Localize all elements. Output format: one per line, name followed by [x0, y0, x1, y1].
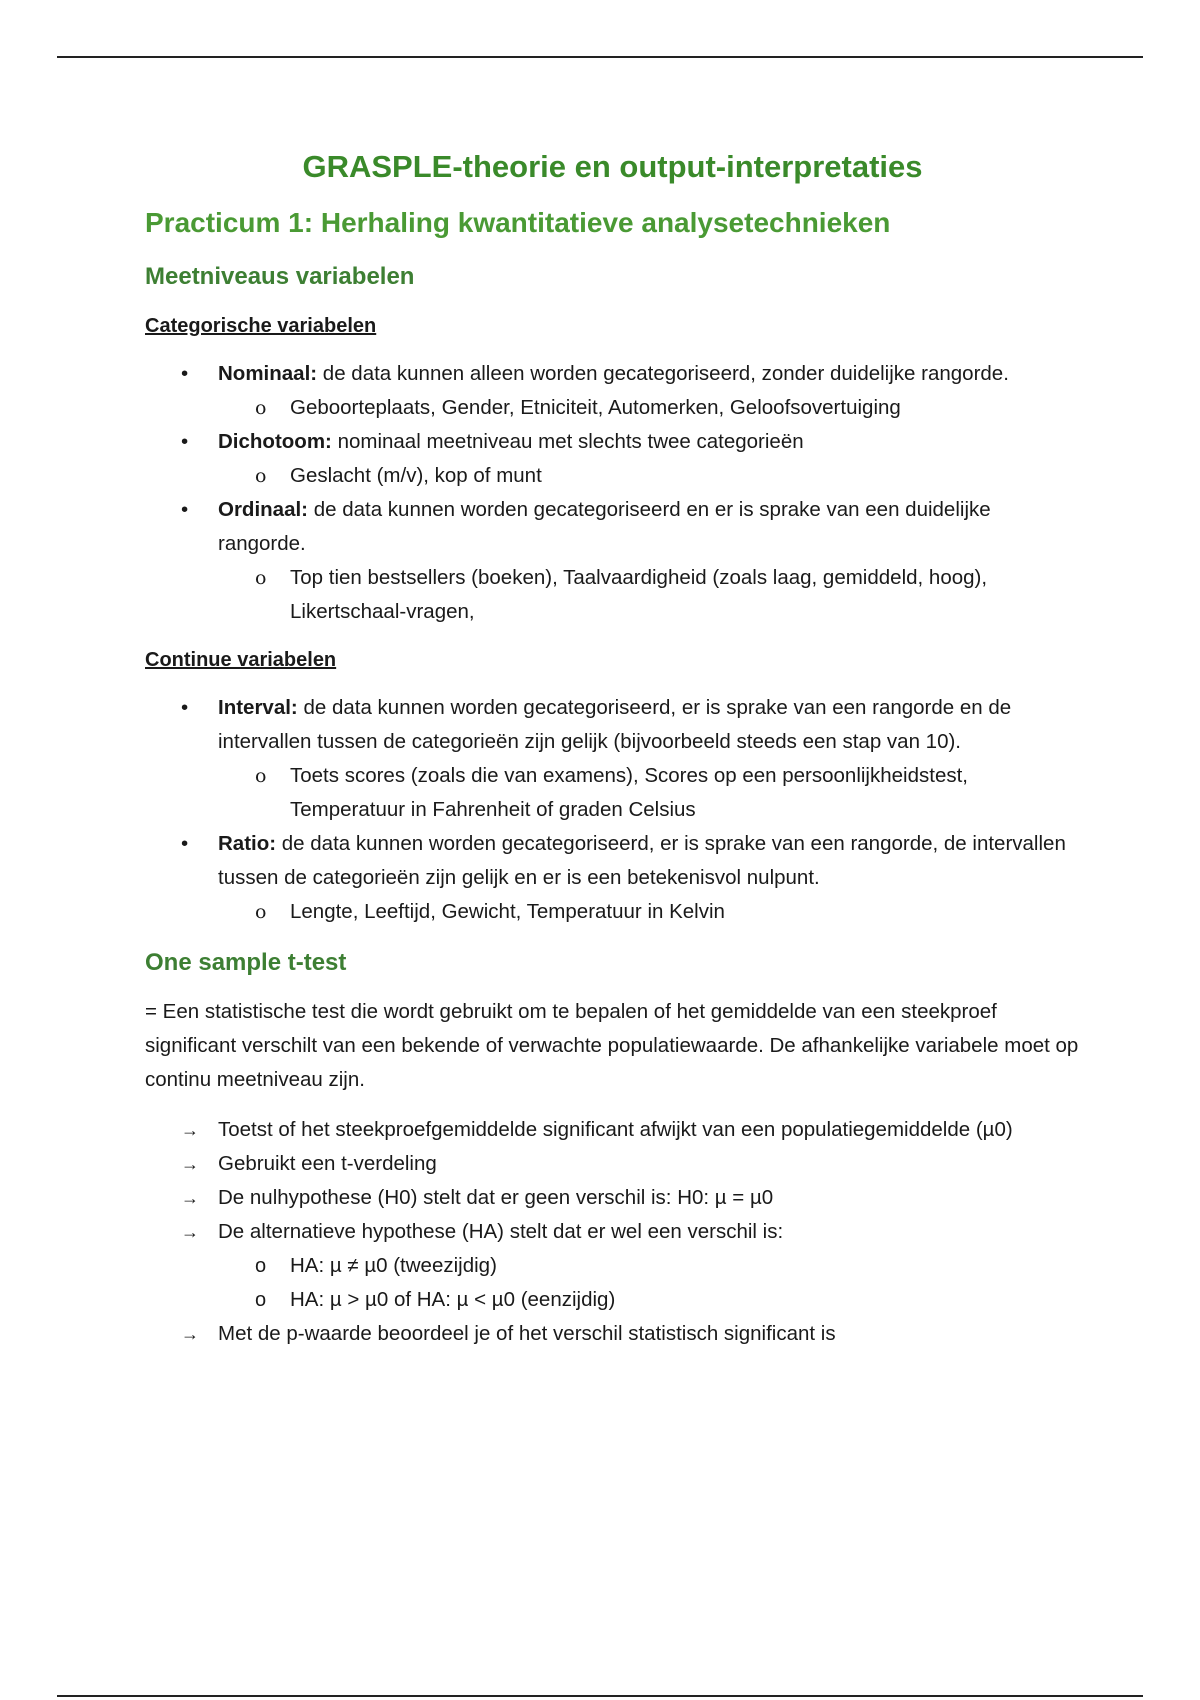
bullet-icon: •	[181, 362, 189, 385]
list-item-interval: • Interval: de data kunnen worden gecategoriseerd, er is sprake van een rangorde en de intervallen tussen de categorieën zijn gelijk (bijvoorbeeld steeds een stap van 10).	[145, 691, 1080, 759]
bullet-icon: •	[181, 498, 189, 521]
arrow-item: → De nulhypothese (H0) stelt dat er geen verschil is: H0: µ = µ0	[145, 1181, 1080, 1215]
section-heading-practicum-1: Practicum 1: Herhaling kwantitatieve analysetechnieken	[145, 207, 891, 238]
bullet-icon: •	[181, 430, 189, 453]
t-test-points	[145, 1113, 1080, 1351]
sub-item: o HA: µ ≠ µ0 (tweezijdig)	[145, 1249, 1080, 1283]
sub-item: o HA: µ > µ0 of HA: µ < µ0 (eenzijdig)	[145, 1283, 1080, 1317]
arrow-item: → Gebruikt een t-verdeling	[145, 1147, 1080, 1181]
list-item-ordinaal: • Ordinaal: de data kunnen worden gecategoriseerd en er is sprake van een duidelijke rangorde.	[145, 493, 1080, 561]
arrow-item: → Met de p-waarde beoordeel je of het verschil statistisch significant is	[145, 1317, 1080, 1351]
definition-paragraph: = Een statistische test die wordt gebruikt om te bepalen of het gemiddelde van een steekproef significant verschilt van een bekende of verwachte populatiewaarde. De afhankelijke variabele moet op continu meetniveau zijn.	[145, 1000, 1079, 1091]
sub-item: o Toets scores (zoals die van examens), Scores op een persoonlijkheidstest, Temperatuur in Fahrenheit of graden Celsius	[145, 759, 1080, 827]
list-item-ratio: • Ratio: de data kunnen worden gecategoriseerd, er is sprake van een rangorde, de intervallen tussen de categorieën zijn gelijk en er is een betekenisvol nulpunt.	[145, 827, 1080, 895]
section-heading-one-sample-t-test: One sample t-test	[145, 949, 347, 976]
document-title: GRASPLE-theorie en output-interpretaties	[302, 149, 923, 184]
sub-item: o Lengte, Leeftijd, Gewicht, Temperatuur in Kelvin	[145, 895, 1080, 929]
bullet-icon: •	[181, 832, 189, 855]
arrow-right-icon: →	[181, 1120, 199, 1140]
sub-item: o Geslacht (m/v), kop of munt	[145, 459, 1080, 493]
arrow-right-icon: →	[181, 1222, 199, 1242]
arrow-right-icon: →	[181, 1324, 199, 1344]
label-categorische-variabelen: Categorische variabelen	[145, 315, 377, 337]
arrow-right-icon: →	[181, 1188, 199, 1208]
document-page	[145, 145, 1080, 1351]
list-item-dichotoom: • Dichotoom: nominaal meetniveau met slechts twee categorieën	[145, 425, 1080, 459]
sub-bullet-icon: o	[255, 901, 267, 923]
arrow-right-icon: →	[181, 1154, 199, 1174]
list-item-nominaal: • Nominaal: de data kunnen alleen worden gecategoriseerd, zonder duidelijke rangorde.	[145, 357, 1080, 391]
sub-bullet-icon: o	[255, 1255, 267, 1277]
footer-rule	[57, 1695, 1143, 1697]
label-continue-variabelen: Continue variabelen	[145, 649, 337, 671]
sub-bullet-icon: o	[255, 765, 267, 787]
sub-bullet-icon: o	[255, 397, 267, 419]
arrow-item: → De alternatieve hypothese (HA) stelt dat er wel een verschil is:	[145, 1215, 1080, 1249]
sub-bullet-icon: o	[255, 1289, 267, 1311]
categorical-list	[145, 357, 1080, 629]
continuous-list	[145, 691, 1080, 929]
arrow-item: → Toetst of het steekproefgemiddelde significant afwijkt van een populatiegemiddelde (µ0)	[145, 1113, 1080, 1147]
subheading-meetniveaus: Meetniveaus variabelen	[145, 263, 415, 290]
sub-bullet-icon: o	[255, 465, 267, 487]
header-rule	[57, 56, 1143, 58]
bullet-icon: •	[181, 696, 189, 719]
sub-item: o Top tien bestsellers (boeken), Taalvaardigheid (zoals laag, gemiddeld, hoog), Likertschaal-vragen,	[145, 561, 1080, 629]
sub-bullet-icon: o	[255, 567, 267, 589]
sub-item: o Geboorteplaats, Gender, Etniciteit, Automerken, Geloofsovertuiging	[145, 391, 1080, 425]
